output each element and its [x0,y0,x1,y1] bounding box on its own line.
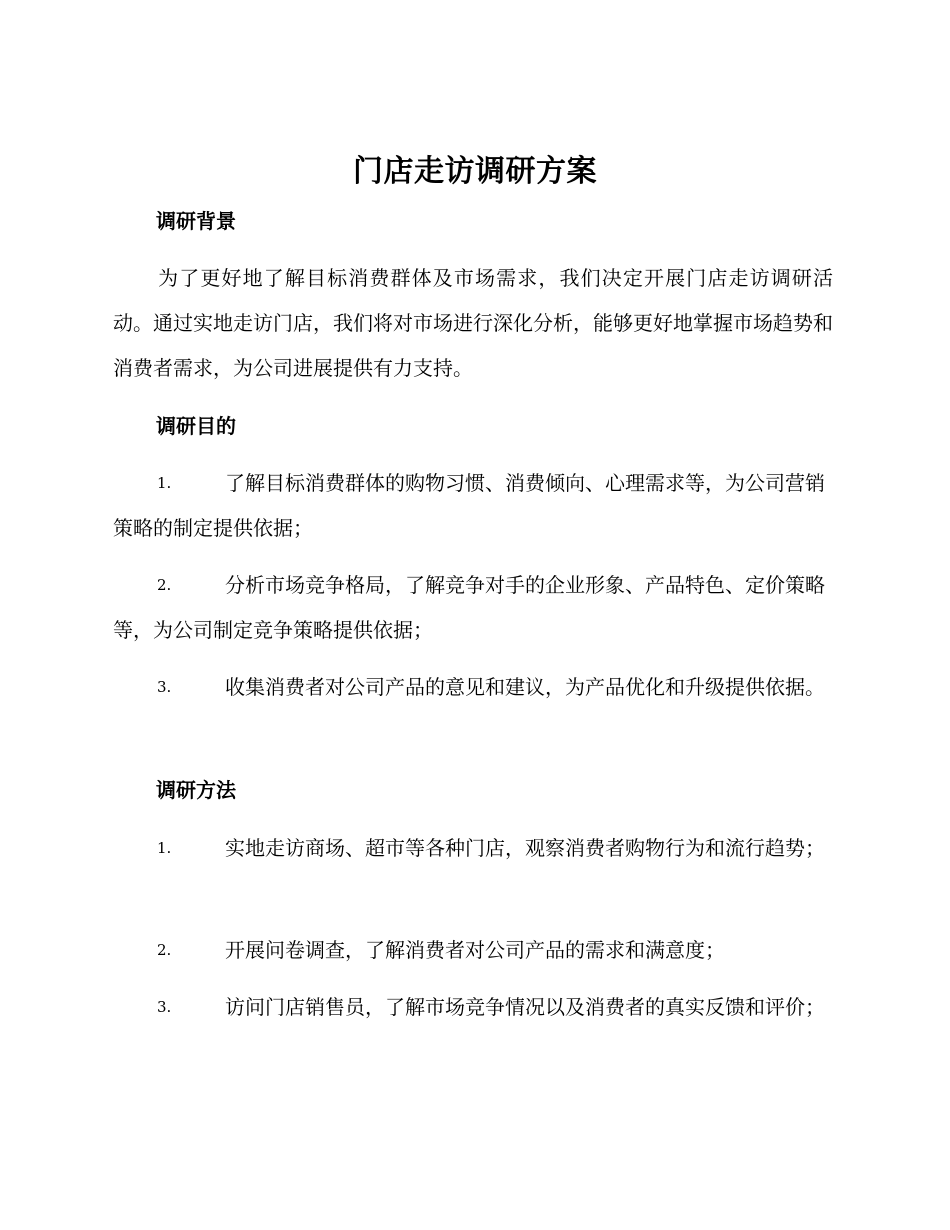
list-item [113,826,833,871]
background-paragraph-text: 为了更好地了解目标消费群体及市场需求，我们决定开展门店走访调研活动。通过实地走访门店，我们将对市场进行深化分析，能够更好地掌握市场趋势和消费者需求，为公司进展提供有力支持。 [113,266,833,380]
list-item-text: 分析市场竞争格局，了解竞争对手的企业形象、产品特色、定价策略等，为公司制定竞争策略提供依据； [113,573,825,642]
list-item [113,563,833,653]
list-item-text: 实地走访商场、超市等各种门店，观察消费者购物行为和流行趋势； [225,836,825,860]
list-item-text: 开展问卷调查，了解消费者对公司产品的需求和满意度； [225,938,725,962]
list-item-number: 1. [157,839,172,857]
list-item-text: 了解目标消费群体的购物习惯、消费倾向、心理需求等，为公司营销策略的制定提供依据； [113,471,825,540]
list-item [113,928,833,973]
list-item-number: 1. [157,474,172,492]
list-item [113,985,833,1030]
list-item-number: 2. [157,576,172,594]
section-heading-background: 调研背景 [156,209,236,233]
list-item [113,665,833,710]
section-heading-purpose: 调研目的 [156,414,236,438]
list-item-text: 收集消费者对公司产品的意见和建议，为产品优化和升级提供依据。 [225,675,825,699]
list-item-text: 访问门店销售员，了解市场竞争情况以及消费者的真实反馈和评价； [225,995,825,1019]
list-item-number: 3. [157,998,172,1016]
background-paragraph [113,256,833,391]
list-item [113,461,833,551]
list-item-number: 2. [157,941,172,959]
document-title: 门店走访调研方案 [353,154,597,189]
list-item-number: 3. [157,678,172,696]
section-heading-method: 调研方法 [156,778,236,802]
